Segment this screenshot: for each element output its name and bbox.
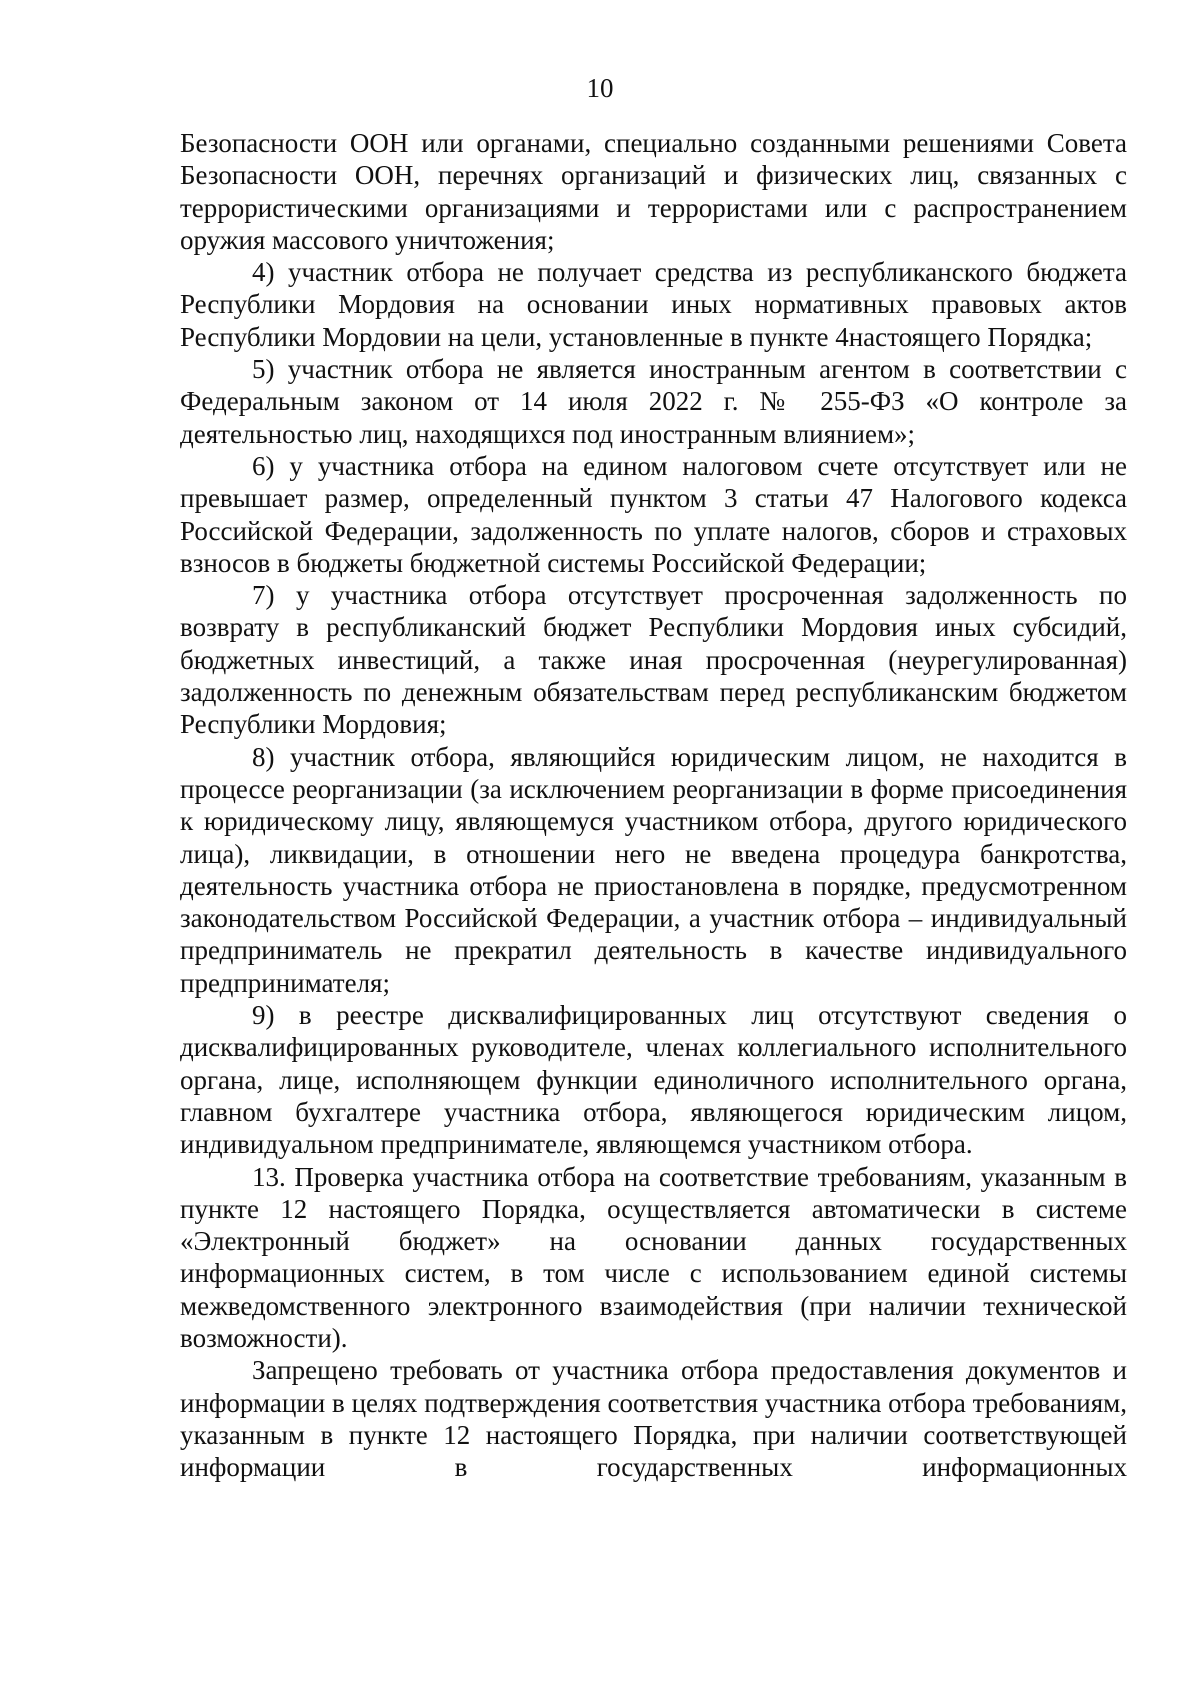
paragraph-section-13: 13. Проверка участника отбора на соответствие требованиям, указанным в пункте 12 настоящего Порядка, осуществляется автоматически в системе «Электронный бюджет» на основании данных государственных информационных систем, в том числе с использованием единой системы межведомственного электронного взаимодействия (при наличии технической возможности). bbox=[180, 1161, 1127, 1353]
paragraph-item-5: 5) участник отбора не является иностранным агентом в соответствии с Федеральным законом от 14 июля 2022 г. № 255-ФЗ «О контроле за деятельностью лиц, находящихся под иностранным влиянием»; bbox=[180, 354, 1127, 449]
paragraph-prohibition: Запрещено требовать от участника отбора предоставления документов и информации в целях подтверждения соответствия участника отбора требованиям, указанным в пункте 12 настоящего Порядка, при наличии соответствующей информации в государственных информационных bbox=[180, 1355, 1127, 1483]
paragraph-continuation: Безопасности ООН или органами, специально созданными решениями Совета Безопасности ООН, перечнях организаций и физических лиц, связанных с террористическими организациями и террористами или с распространением оружия массового уничтожения; bbox=[180, 128, 1127, 255]
paragraph-item-8: 8) участник отбора, являющийся юридическим лицом, не находится в процессе реорганизации (за исключением реорганизации в форме присоединения к юридическому лицу, являющемуся участником отбора, другого юридического лица), ликвидации, в отношении него не введена процедура банкротства, деятельность участника отбора не приостановлена в порядке, предусмотренном законодательством Российской Федерации, а участник отбора – индивидуальный предприниматель не прекратил деятельность в качестве индивидуального предпринимателя; bbox=[180, 741, 1127, 998]
paragraph-item-4: 4) участник отбора не получает средства из республиканского бюджета Республики Мордовия на основании иных нормативных правовых актов Республики Мордовии на цели, установленные в пункте 4настоящего Порядка; bbox=[180, 257, 1127, 352]
page-number: 10 bbox=[586, 73, 614, 103]
paragraph-item-6: 6) у участника отбора на едином налоговом счете отсутствует или не превышает размер, определенный пунктом 3 статьи 47 Налогового кодекса Российской Федерации, задолженность по уплате налогов, сборов и страховых взносов в бюджеты бюджетной системы Российской Федерации; bbox=[180, 450, 1127, 578]
paragraph-item-7: 7) у участника отбора отсутствует просроченная задолженность по возврату в республиканский бюджет Республики Мордовия иных субсидий, бюджетных инвестиций, а также иная просроченная (неурегулированная) задолженность по денежным обязательствам перед республиканским бюджетом Республики Мордовия; bbox=[180, 580, 1127, 740]
paragraph-item-9: 9) в реестре дисквалифицированных лиц отсутствуют сведения о дисквалифицированных руководителе, членах коллегиального исполнительного органа, лице, исполняющем функции единоличного исполнительного органа, главном бухгалтере участника отбора, являющегося юридическим лицом, индивидуальном предпринимателе, являющемся участником отбора. bbox=[180, 1000, 1127, 1160]
document-body bbox=[180, 127, 1127, 1483]
